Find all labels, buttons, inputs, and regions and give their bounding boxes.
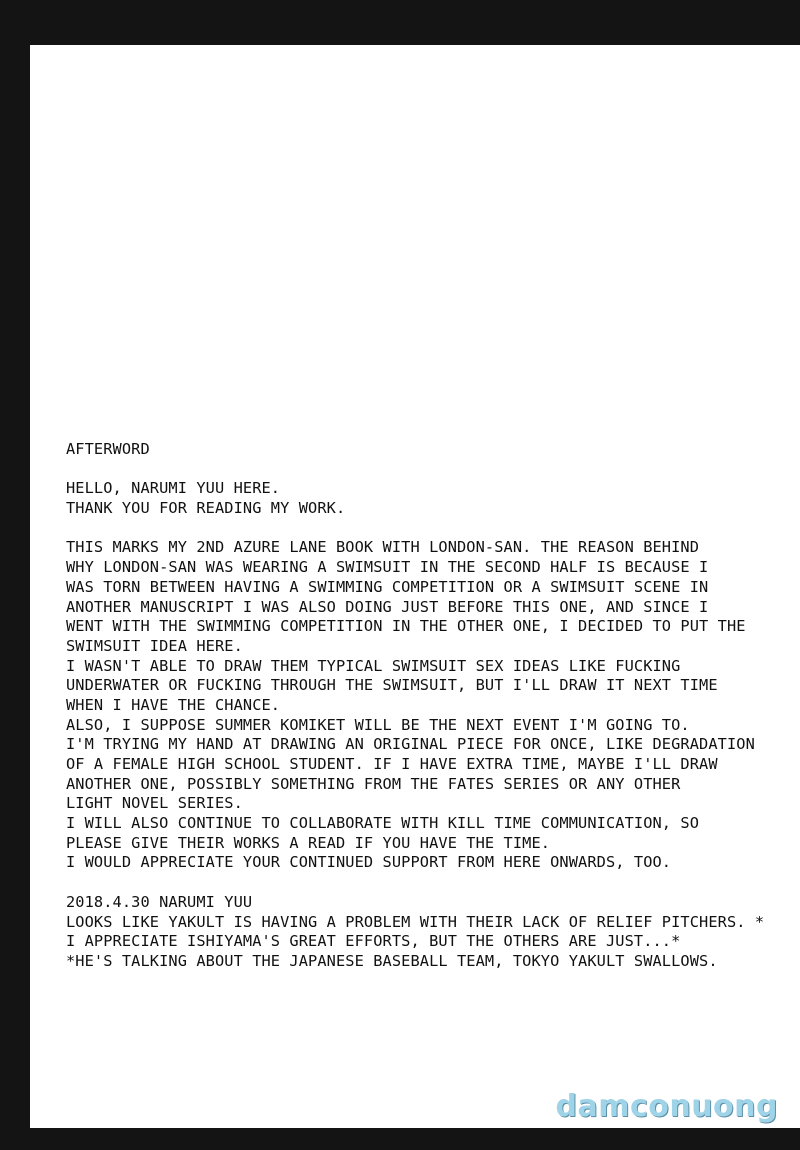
body-line: OF A FEMALE HIGH SCHOOL STUDENT. IF I HAVE EXTRA TIME, MAYBE I'LL DRAW bbox=[66, 755, 718, 773]
body-line: WHY LONDON-SAN WAS WEARING A SWIMSUIT IN THE SECOND HALF IS BECAUSE I bbox=[66, 558, 709, 577]
paper-page bbox=[30, 45, 800, 1128]
body-line: I'M TRYING MY HAND AT DRAWING AN ORIGINAL PIECE FOR ONCE, LIKE DEGRADATION bbox=[66, 735, 755, 754]
body-line: I WOULD APPRECIATE YOUR CONTINUED SUPPORT FROM HERE ONWARDS, TOO. bbox=[66, 853, 672, 872]
afterword-text bbox=[66, 440, 791, 972]
spacer bbox=[66, 519, 791, 539]
body-line: WHEN I HAVE THE CHANCE. bbox=[66, 695, 281, 714]
body-line: UNDERWATER OR FUCKING THROUGH THE SWIMSUIT, BUT I'LL DRAW IT NEXT TIME bbox=[66, 676, 718, 695]
body-line: WAS TORN BETWEEN HAVING A SWIMMING COMPETITION OR A SWIMSUIT SCENE IN bbox=[66, 577, 709, 596]
greeting-line: HELLO, NARUMI YUU HERE. bbox=[66, 479, 281, 498]
postscript-line: LOOKS LIKE YAKULT IS HAVING A PROBLEM WITH THEIR LACK OF RELIEF PITCHERS. * bbox=[66, 912, 765, 931]
body-line: ANOTHER MANUSCRIPT I WAS ALSO DOING JUST BEFORE THIS ONE, AND SINCE I bbox=[66, 597, 709, 616]
body-line: WENT WITH THE SWIMMING COMPETITION IN THE OTHER ONE, I DECIDED TO PUT THE bbox=[66, 617, 746, 636]
body-line: I WILL ALSO CONTINUE TO COLLABORATE WITH KILL TIME COMMUNICATION, SO bbox=[66, 814, 700, 833]
spacer bbox=[66, 460, 791, 480]
signature-date: 2018.4.30 NARUMI YUU bbox=[66, 892, 253, 911]
body-line: ALSO, I SUPPOSE SUMMER KOMIKET WILL BE THE NEXT EVENT I'M GOING TO. bbox=[66, 715, 690, 734]
body-line: SWIMSUIT IDEA HERE. bbox=[66, 636, 243, 655]
spacer bbox=[66, 873, 791, 893]
translator-note: *HE'S TALKING ABOUT THE JAPANESE BASEBALL TEAM, TOKYO YAKULT SWALLOWS. bbox=[66, 951, 718, 970]
afterword-title: AFTERWORD bbox=[66, 440, 150, 458]
greeting-line: THANK YOU FOR READING MY WORK. bbox=[66, 499, 346, 518]
body-line: THIS MARKS MY 2ND AZURE LANE BOOK WITH LONDON-SAN. THE REASON BEHIND bbox=[66, 538, 700, 557]
body-line: ANOTHER ONE, POSSIBLY SOMETHING FROM THE FATES SERIES OR ANY OTHER bbox=[66, 774, 681, 793]
watermark-logo: damconuong bbox=[555, 1089, 778, 1124]
postscript-line: I APPRECIATE ISHIYAMA'S GREAT EFFORTS, BUT THE OTHERS ARE JUST...* bbox=[66, 932, 681, 951]
body-line: LIGHT NOVEL SERIES. bbox=[66, 794, 243, 813]
body-line: I WASN'T ABLE TO DRAW THEM TYPICAL SWIMSUIT SEX IDEAS LIKE FUCKING bbox=[66, 656, 681, 675]
body-line: PLEASE GIVE THEIR WORKS A READ IF YOU HAVE THE TIME. bbox=[66, 833, 551, 852]
